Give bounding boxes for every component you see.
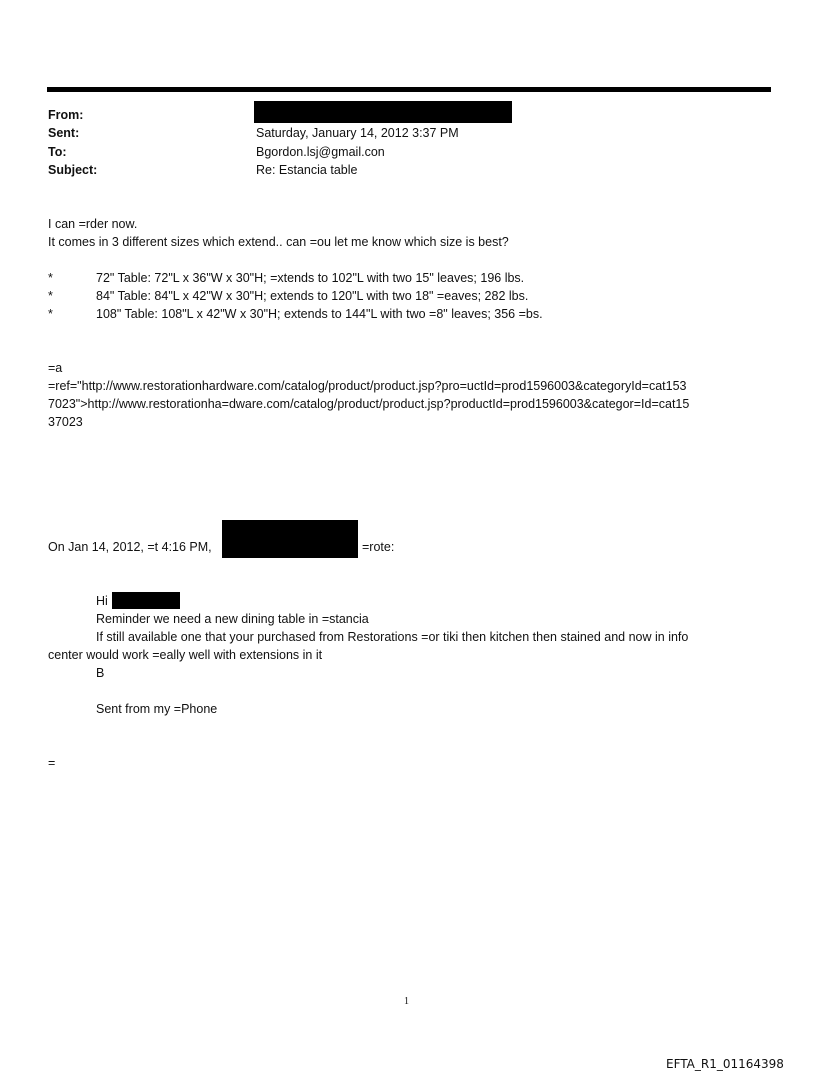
- header-rule: [47, 87, 771, 92]
- page-number: 1: [404, 996, 409, 1007]
- to-label: To:: [48, 145, 67, 159]
- bullet-marker: *: [48, 271, 53, 285]
- quoted-intro-prefix: On Jan 14, 2012, =t 4:16 PM,: [48, 540, 212, 554]
- link-line: =a: [48, 361, 63, 375]
- link-line: 7023">http://www.restorationha=dware.com/catalog/product/product.jsp?productId=prod1596003&categor=Id=cat15: [48, 397, 690, 411]
- quoted-line-4: B: [96, 666, 105, 680]
- sent-value: Saturday, January 14, 2012 3:37 PM: [256, 126, 459, 140]
- redaction-from: [254, 101, 512, 123]
- quoted-intro-suffix: =rote:: [362, 540, 395, 554]
- link-line: =ref="http://www.restorationhardware.com/catalog/product/product.jsp?pro=uctId=prod1596003&categoryId=cat153: [48, 379, 687, 393]
- bullet-marker: *: [48, 289, 53, 303]
- quoted-line-2: If still available one that your purchased from Restorations =or tiki then kitchen then stained and now in info: [96, 630, 689, 644]
- bullet-marker: *: [48, 307, 53, 321]
- bullet-text: 84" Table: 84"L x 42"W x 30"H; extends to 120"L with two 18" =eaves; 282 lbs.: [96, 289, 529, 303]
- bullet-text: 72" Table: 72"L x 36"W x 30"H; =xtends to 102"L with two 15" leaves; 196 lbs.: [96, 271, 525, 285]
- from-label: From:: [48, 108, 84, 122]
- trailing-marker: =: [48, 756, 56, 770]
- body-line-1: I can =rder now.: [48, 217, 138, 231]
- body-line-2: It comes in 3 different sizes which extend.. can =ou let me know which size is best?: [48, 235, 509, 249]
- quoted-greeting: Hi: [96, 594, 108, 608]
- redaction-name: [112, 592, 180, 609]
- quoted-signature: Sent from my =Phone: [96, 702, 218, 716]
- sent-label: Sent:: [48, 126, 80, 140]
- quoted-line-3: center would work =eally well with extensions in it: [48, 648, 323, 662]
- to-value: Bgordon.lsj@gmail.con: [256, 145, 385, 159]
- link-line: 37023: [48, 415, 83, 429]
- subject-value: Re: Estancia table: [256, 163, 358, 177]
- bates-number: EFTA_R1_01164398: [666, 1057, 784, 1071]
- quoted-line-1: Reminder we need a new dining table in =stancia: [96, 612, 369, 626]
- bullet-text: 108" Table: 108"L x 42"W x 30"H; extends to 144"L with two =8" leaves; 356 =bs.: [96, 307, 543, 321]
- subject-label: Subject:: [48, 163, 98, 177]
- redaction-sender: [222, 520, 358, 558]
